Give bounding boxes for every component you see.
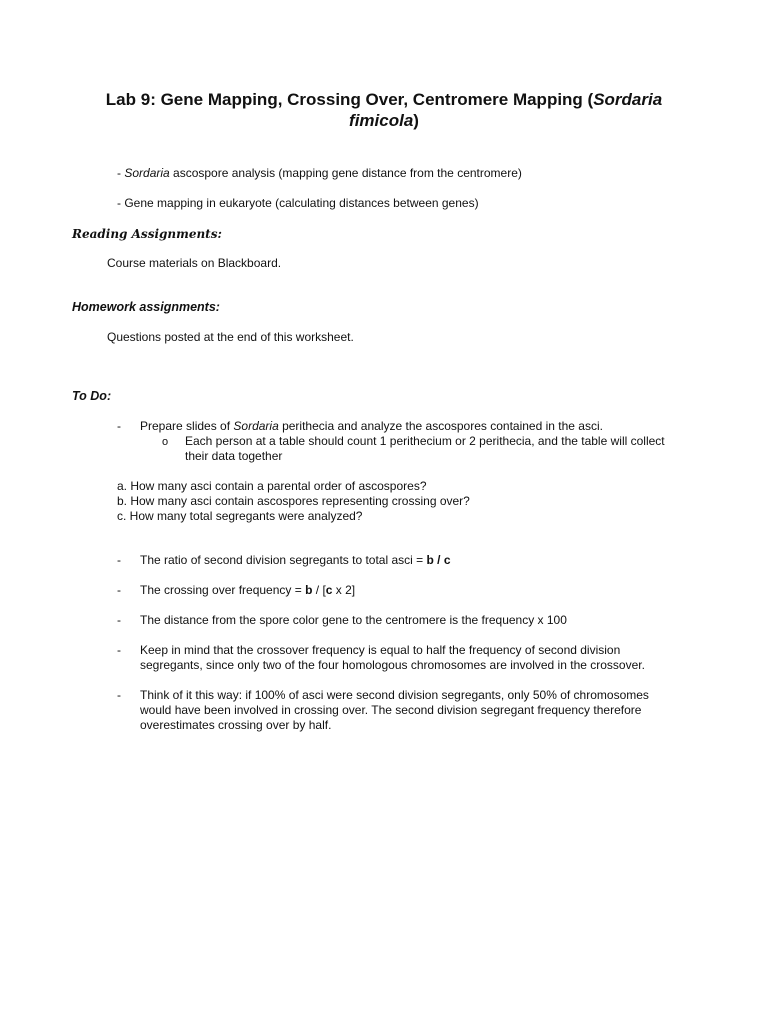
distance-text: The distance from the spore color gene to the centromere is the frequency x 100: [140, 613, 567, 627]
crossover-formula: [140, 583, 355, 598]
keep-dash: -: [117, 643, 121, 657]
question-a: a. How many asci contain a parental order of ascospores?: [117, 479, 427, 493]
keep-line1: Keep in mind that the crossover frequency is equal to half the frequency of second division: [140, 643, 621, 657]
sub-item-line1: Each person at a table should count 1 perithecium or 2 perithecia, and the table will collect: [185, 434, 665, 448]
species-name: Sordaria: [124, 166, 170, 180]
item-text: Prepare slides of: [140, 419, 234, 433]
page-title: [80, 89, 688, 131]
species-name: Sordaria: [233, 419, 279, 433]
title-text: Lab 9: Gene Mapping, Crossing Over, Centromere Mapping (: [105, 90, 594, 109]
formula-text: The crossing over frequency =: [140, 583, 306, 597]
title-species: Sordaria fimicola: [349, 90, 663, 130]
homework-heading: Homework assignments:: [72, 300, 220, 314]
ratio-formula: [140, 553, 451, 568]
intro-item-sordaria: [117, 166, 522, 181]
formula-text: / [: [312, 583, 326, 597]
formula-text: x 2]: [332, 583, 356, 597]
todo-item-prepare-slides: [140, 419, 603, 434]
think-line3: overestimates crossing over by half.: [140, 718, 332, 732]
todo-heading: To Do:: [72, 389, 112, 403]
reading-heading: Reading Assignments:: [72, 227, 222, 241]
var-c: c: [443, 553, 451, 567]
dash: -: [117, 166, 125, 180]
title-close-paren: ): [413, 111, 419, 130]
think-dash: -: [117, 688, 121, 702]
formula-slash: /: [433, 553, 444, 567]
distance-dash: -: [117, 613, 121, 627]
question-b: b. How many asci contain ascospores representing crossing over?: [117, 494, 470, 508]
think-line1: Think of it this way: if 100% of asci were second division segregants, only 50% of chromosomes: [140, 688, 649, 702]
item-text: perithecia and analyze the ascospores contained in the asci.: [278, 419, 603, 433]
sub-item-line2: their data together: [185, 449, 283, 463]
intro-item-text: Gene mapping in eukaryote (calculating distances between genes): [124, 196, 479, 210]
ratio-dash: -: [117, 553, 121, 567]
todo-dash: -: [117, 419, 121, 433]
intro-item-text: ascospore analysis (mapping gene distance from the centromere): [169, 166, 522, 180]
keep-line2: segregants, since only two of the four homologous chromosomes are involved in the crossover.: [140, 658, 645, 672]
think-line2: would have been involved in crossing over. The second division segregant frequency therefore: [140, 703, 642, 717]
question-c: c. How many total segregants were analyzed?: [117, 509, 363, 523]
crossover-dash: -: [117, 583, 121, 597]
dash: -: [117, 196, 125, 210]
formula-text: The ratio of second division segregants to total asci =: [140, 553, 427, 567]
var-b: b: [426, 553, 434, 567]
homework-body: Questions posted at the end of this worksheet.: [107, 330, 354, 344]
var-c: c: [325, 583, 333, 597]
var-b: b: [305, 583, 313, 597]
intro-item-gene-mapping: [117, 196, 479, 211]
sub-bullet-icon: o: [162, 436, 169, 448]
reading-body: Course materials on Blackboard.: [107, 256, 282, 270]
